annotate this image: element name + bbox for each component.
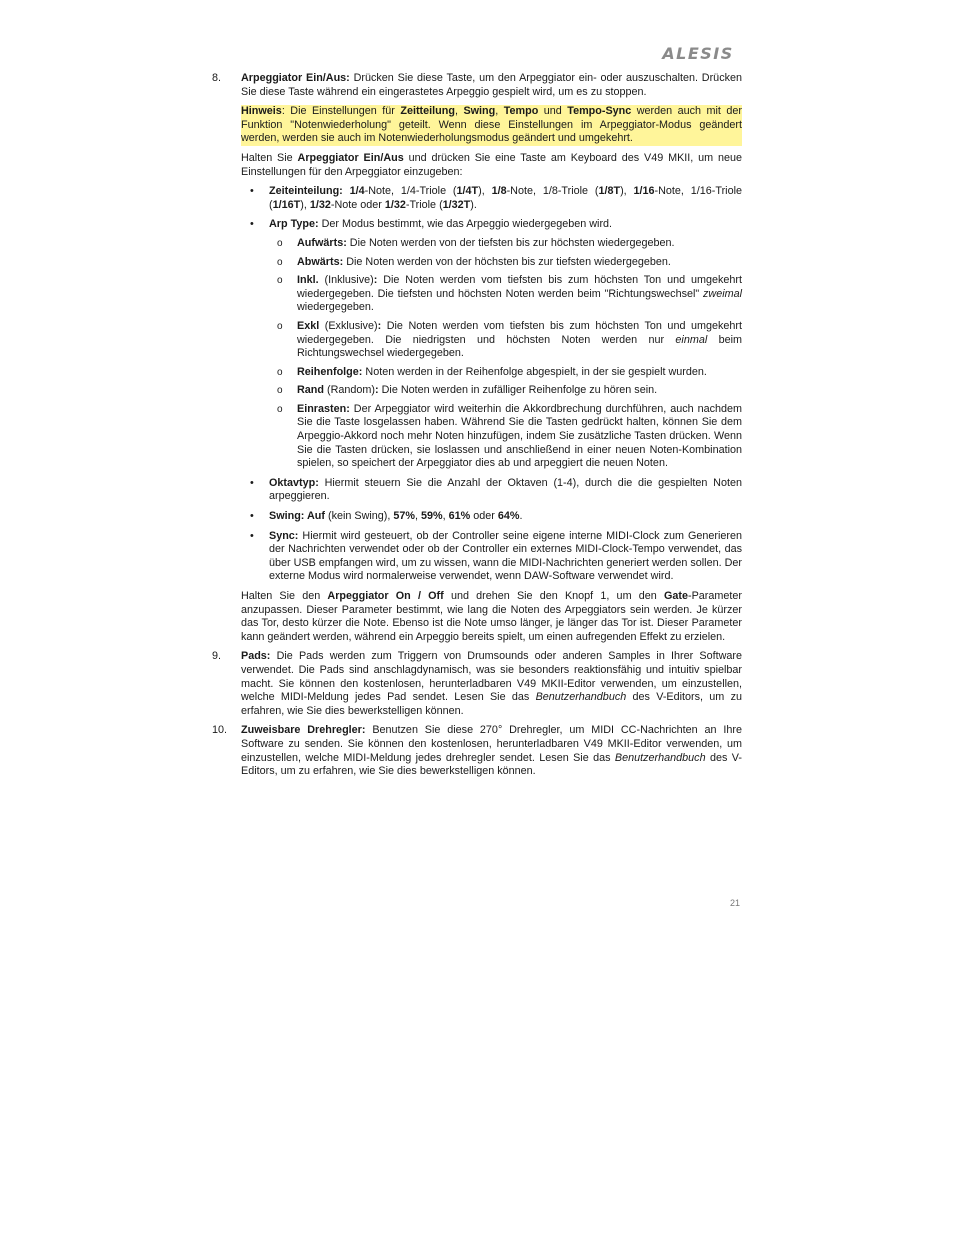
circle-bullet-icon: o (277, 320, 283, 332)
document-body (212, 72, 742, 785)
sub-list-item: o Inkl. (Inklusive): Die Noten werden vom tiefsten bis zum höchsten Ton und umgekehrt wiedergegeben. Die tiefsten und höchsten Noten werden beim "Richtungswechsel" zweimal wiedergegeben. (277, 274, 742, 314)
item-arpeggiator (212, 72, 742, 644)
sub-list-item: o Rand (Random): Die Noten werden in zufälliger Reihenfolge zu hören sein. (277, 384, 658, 397)
circle-bullet-icon: o (277, 256, 283, 268)
arp-type-sublist (269, 237, 742, 471)
bullet-icon: • (250, 218, 254, 231)
sub-list-item: o Einrasten: Der Arpeggiator wird weiterhin die Akkordbrechung durchführen, auch nachdem Sie die Taste losgelassen haben. Während Sie die Tasten gedrückt halten, können Sie dem Arpeggio-Akkord noch mehr Noten hinzufügen, indem Sie zusätzliche Tasten drücken. Wenn Sie die Tasten drücken, sie loslassen und anschließend in einer neuen Noten-Kombination spielen, so speichert der Arpeggiator dies ab und arpeggiert die neuen Noten. (277, 402, 742, 470)
item-intro: Zuweisbare Drehregler: Benutzen Sie diese 270° Drehregler, um MIDI CC-Nachrichten an Ihre Software zu senden. Sie können den kostenlosen, herunterladbaren V49 MKII-Editor verwenden, um einzustellen, welche MIDI-Meldung jedes drehregler sendet. Lesen Sie das Benutzerhandbuch des V-Editors, um zu erfahren, wie Sie dies bewerkstelligen können. (241, 724, 743, 778)
circle-bullet-icon: o (277, 237, 283, 249)
bullet-icon: • (250, 510, 254, 523)
item-number: 10. (212, 724, 228, 737)
list-item: • Sync: Hiermit wird gesteuert, ob der Controller seine eigene interne MIDI-Clock zum Generieren der Nachrichten verwendet oder ob der Controller ein externes MIDI-Clock-Tempo verwendet, das über USB empfangen wird, um zu wissen, wann die MIDI-Nachrichten generiert werden sollen. Der externe Modus wird normalerweise verwendet, wenn DAW-Software verwendet wird. (250, 529, 742, 583)
sub-list-item: o Aufwärts: Die Noten werden von der tiefsten bis zur höchsten wiedergegeben. (277, 236, 675, 249)
item-lead: Halten Sie Arpeggiator Ein/Aus und drücken Sie eine Taste am Keyboard des V49 MKII, um neue Einstellungen für den Arpeggiator einzugeben: (241, 151, 742, 178)
item-pads (212, 650, 742, 718)
circle-bullet-icon: o (277, 366, 283, 378)
bullet-icon: • (250, 529, 254, 542)
circle-bullet-icon: o (277, 403, 283, 415)
list-item: • Oktavtyp: Hiermit steuern Sie die Anzahl der Oktaven (1-4), durch die die gespielten Noten arpeggieren. (250, 476, 742, 503)
sub-list-item: o Reihenfolge: Noten werden in der Reihenfolge abgespielt, in der sie gespielt wurden. (277, 365, 707, 378)
svg-text:ALESIS: ALESIS (662, 44, 734, 63)
bullet-icon: • (250, 476, 254, 489)
circle-bullet-icon: o (277, 275, 283, 287)
bullet-icon: • (250, 185, 254, 198)
circle-bullet-icon: o (277, 385, 283, 397)
sub-list-item: o Exkl (Exklusive): Die Noten werden vom tiefsten bis zum höchsten Ton und umgekehrt wiedergegeben. Die niedrigsten und höchsten Noten werden nur einmal beim Richtungswechsel wiedergegeben. (277, 319, 743, 360)
item-intro: Pads: Die Pads werden zum Triggern von Drumsounds oder anderen Samples in Ihrer Software verwendet. Die Pads sind anschlagdynamisch, was sie besonders reaktionsfähig und intuitiv spielbar macht. Sie können den kostenlosen, herunterladbaren V49 MKII-Editor verwenden, um einzustellen, welche MIDI-Meldung jedes Pad sendet. Lesen Sie das Benutzerhandbuch des V-Editors, um zu erfahren, wie Sie dies bewerkstelligen können. (241, 650, 742, 717)
list-item: • Zeiteinteilung: 1/4-Note, 1/4-Triole (1/4T), 1/8-Note, 1/8-Triole (1/8T), 1/16-Note, 1/16-Triole (1/16T), 1/32-Note oder 1/32-Triole (1/32T). (250, 185, 742, 211)
arp-settings-list (241, 185, 742, 584)
item-number: 8. (212, 72, 222, 84)
list-item: • Swing: Auf (kein Swing), 57%, 59%, 61% oder 64%. (250, 510, 523, 523)
note-highlight: Hinweis: Die Einstellungen für Zeitteilung, Swing, Tempo und Tempo-Sync werden auch mit der Funktion "Notenwiederholung" geteilt. Wenn diese Einstellungen im Arpeggiator-Modus geändert werden, werden sie auch im Notenwiederholungsmodus geändert und umgekehrt. (241, 105, 743, 145)
item-knobs (212, 724, 742, 778)
page-number: 21 (729, 898, 740, 908)
item-intro: Arpeggiator Ein/Aus: Drücken Sie diese Taste, um den Arpeggiator ein- oder auszuschalten. Drücken Sie diese Taste während ein eingerastetes Arpeggio gespielt wird, um es zu stoppen. (241, 72, 742, 98)
gate-paragraph: Halten Sie den Arpeggiator On / Off und drehen Sie den Knopf 1, um den Gate-Parameter anzupassen. Dieser Parameter bestimmt, wie lang die Noten des Arpeggiators sein werden. Je kürzer das Tor, desto kürzer die Note. Ebenso ist die Note umso länger, je länger das Tor ist. Dieser Parameter kann geändert werden, während ein Arpeggio bereits spielt, um einen aufregenden Effekt zu erzielen. (241, 590, 742, 643)
item-number: 9. (212, 650, 222, 663)
sub-list-item: o Abwärts: Die Noten werden von der höchsten bis zur tiefsten wiedergegeben. (277, 255, 671, 268)
alesis-logo (656, 43, 740, 63)
list-item: • Arp Type: Der Modus bestimmt, wie das Arpeggio wiedergegeben wird. o Aufwärts: Die Noten werden von der tiefsten bis zur höchsten wiedergegeben. o Abwärts: Die Noten werden von der höchsten bis zur tiefsten wiedergegeben. o Inkl. (Inklusive): Die Noten werden vom tiefsten bis zum höchsten Ton und umgekehrt wiedergegeben. Die tiefsten und höchsten Noten werden beim "Richtungswechsel" zweimal wiedergegeben. o Exkl (Exklusive): Die Noten werden vom tiefsten bis zum höchsten Ton und umgekehrt wiedergegeben. Die niedrigsten und höchsten Noten werden nur einmal beim Richtungswechsel wiedergegeben. o Reihenfolge: Noten werden in der Reihenfolge abgespielt, in der sie gespielt wurden. o Rand (Random): Die Noten werden in zufälliger Reihenfolge zu hören sein. o Einrasten: Der Arpeggiator wird weiterhin die Akkordbrechung durchführen, auch nachdem Sie die Taste losgelassen haben. Während Sie die Tasten gedrückt halten, können Sie dem Arpeggio-Akkord noch mehr Noten hinzufügen, indem Sie zusätzliche Tasten drücken. Wenn Sie die Tasten drücken, sie loslassen und anschließend in einer neuen Noten-Kombination spielen, so speichert der Arpeggiator dies ab und arpeggiert die neuen Noten. (250, 218, 743, 470)
